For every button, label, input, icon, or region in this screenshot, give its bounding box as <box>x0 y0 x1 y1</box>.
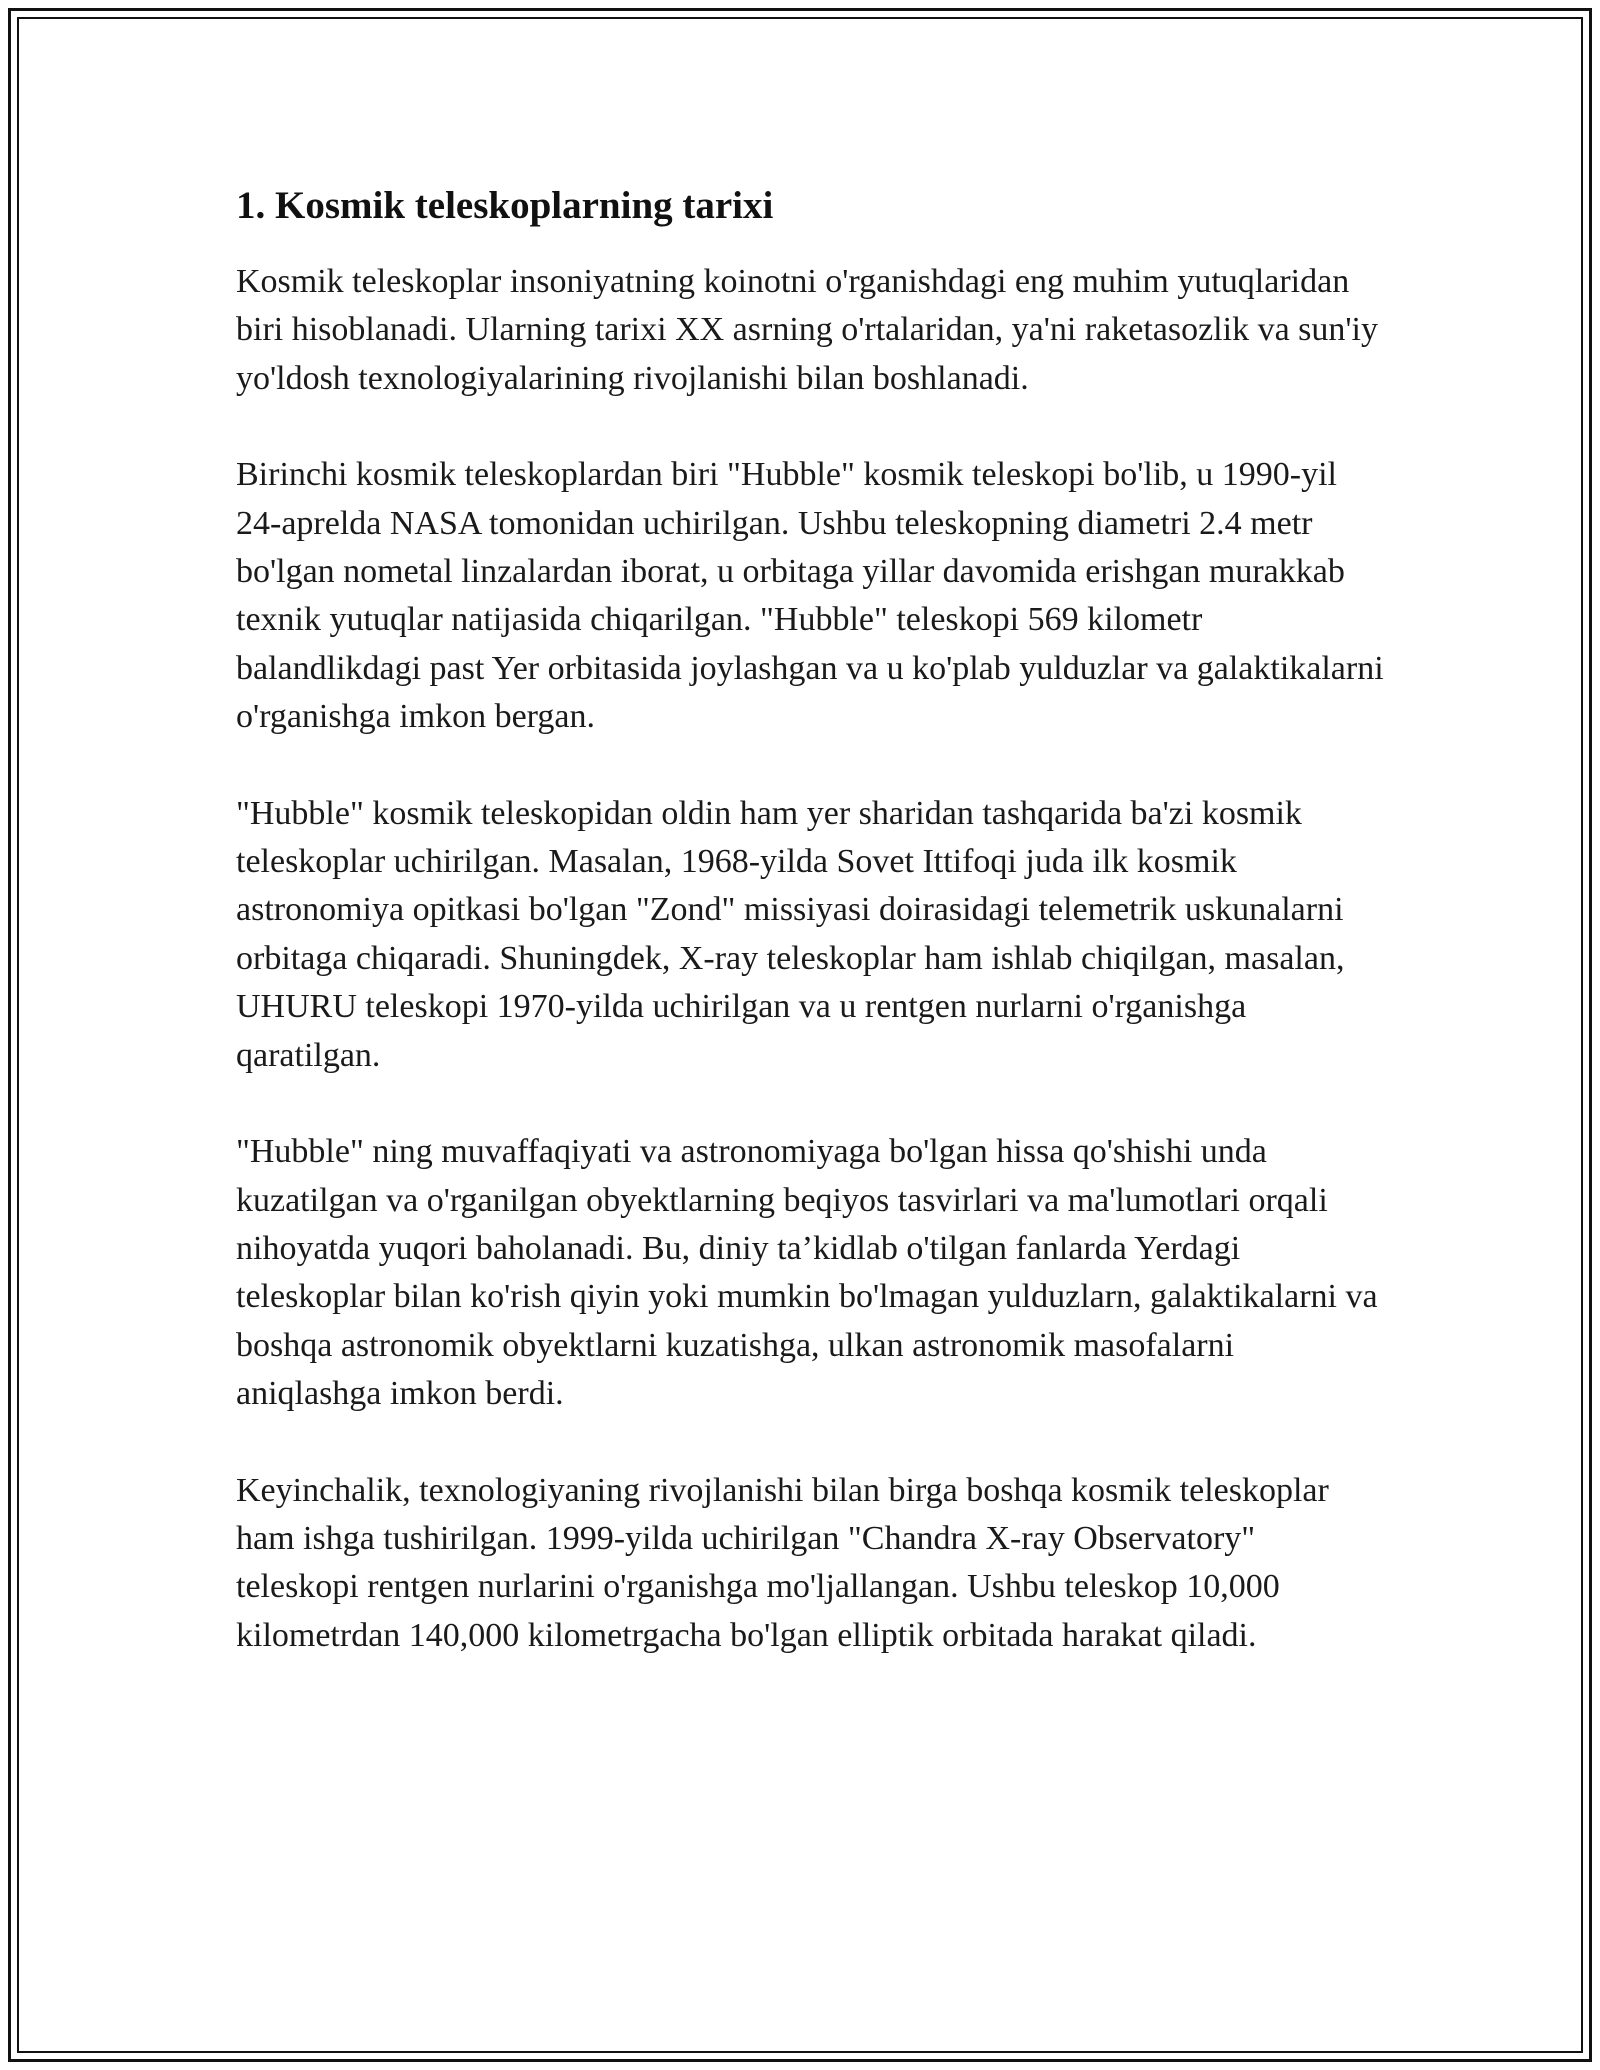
paragraph-intro: Kosmik teleskoplar insoniyatning koinotni o'rganishdagi eng muhim yutuqlaridan biri hisoblanadi. Ularning tarixi XX asrning o'rtalaridan, ya'ni raketasozlik va sun'iy yo'ldosh texnologiyalarining rivojlanishi bilan boshlanadi. <box>236 263 1378 397</box>
section-title: 1. Kosmik teleskoplarning tarixi <box>236 184 774 227</box>
paragraph-hubble: Birinchi kosmik teleskoplardan biri "Hubble" kosmik teleskopi bo'lib, u 1990-yil 24-aprelda NASA tomonidan uchirilgan. Ushbu teleskopning diametri 2.4 metr bo'lgan nometal linzalardan iborat, u orbitaga yillar davomida erishgan murakkab texnik yutuqlar natijasida chiqarilgan. "Hubble" teleskopi 569 kilometr balandlikdagi past Yer orbitasida joylashgan va u ko'plab yulduzlar va galaktikalarni o'rganishga imkon bergan. <box>236 456 1384 736</box>
paragraph-chandra: Keyinchalik, texnologiyaning rivojlanishi bilan birga boshqa kosmik teleskoplar ham ishga tushirilgan. 1999-yilda uchirilgan "Chandra X-ray Observatory" teleskopi rentgen nurlarini o'rganishga mo'ljallangan. Ushbu teleskop 10,000 kilometrdan 140,000 kilometrgacha bo'lgan elliptik orbitada harakat qiladi. <box>236 1471 1329 1654</box>
document-body <box>236 180 1386 1660</box>
paragraph-early-telescopes: "Hubble" kosmik teleskopidan oldin ham yer sharidan tashqarida ba'zi kosmik teleskoplar uchirilgan. Masalan, 1968-yilda Sovet Ittifoqi juda ilk kosmik astronomiya opitkasi bo'lgan "Zond" missiyasi doirasidagi telemetrik uskunalarni orbitaga chiqaradi. Shuningdek, X-ray teleskoplar ham ishlab chiqilgan, masalan, UHURU teleskopi 1970-yilda uchirilgan va u rentgen nurlarni o'rganishga qaratilgan. <box>236 794 1345 1074</box>
paragraph-hubble-impact: "Hubble" ning muvaffaqiyati va astronomiyaga bo'lgan hissa qo'shishi unda kuzatilgan va o'rganilgan obyektlarning beqiyos tasvirlari va ma'lumotlari orqali nihoyatda yuqori baholanadi. Bu, diniy ta’kidlab o'tilgan fanlarda Yerdagi teleskoplar bilan ko'rish qiyin yoki mumkin bo'lmagan yulduzlarn, galaktikalarni va boshqa astronomik obyektlarni kuzatishga, ulkan astronomik masofalarni aniqlashga imkon berdi. <box>236 1133 1378 1413</box>
